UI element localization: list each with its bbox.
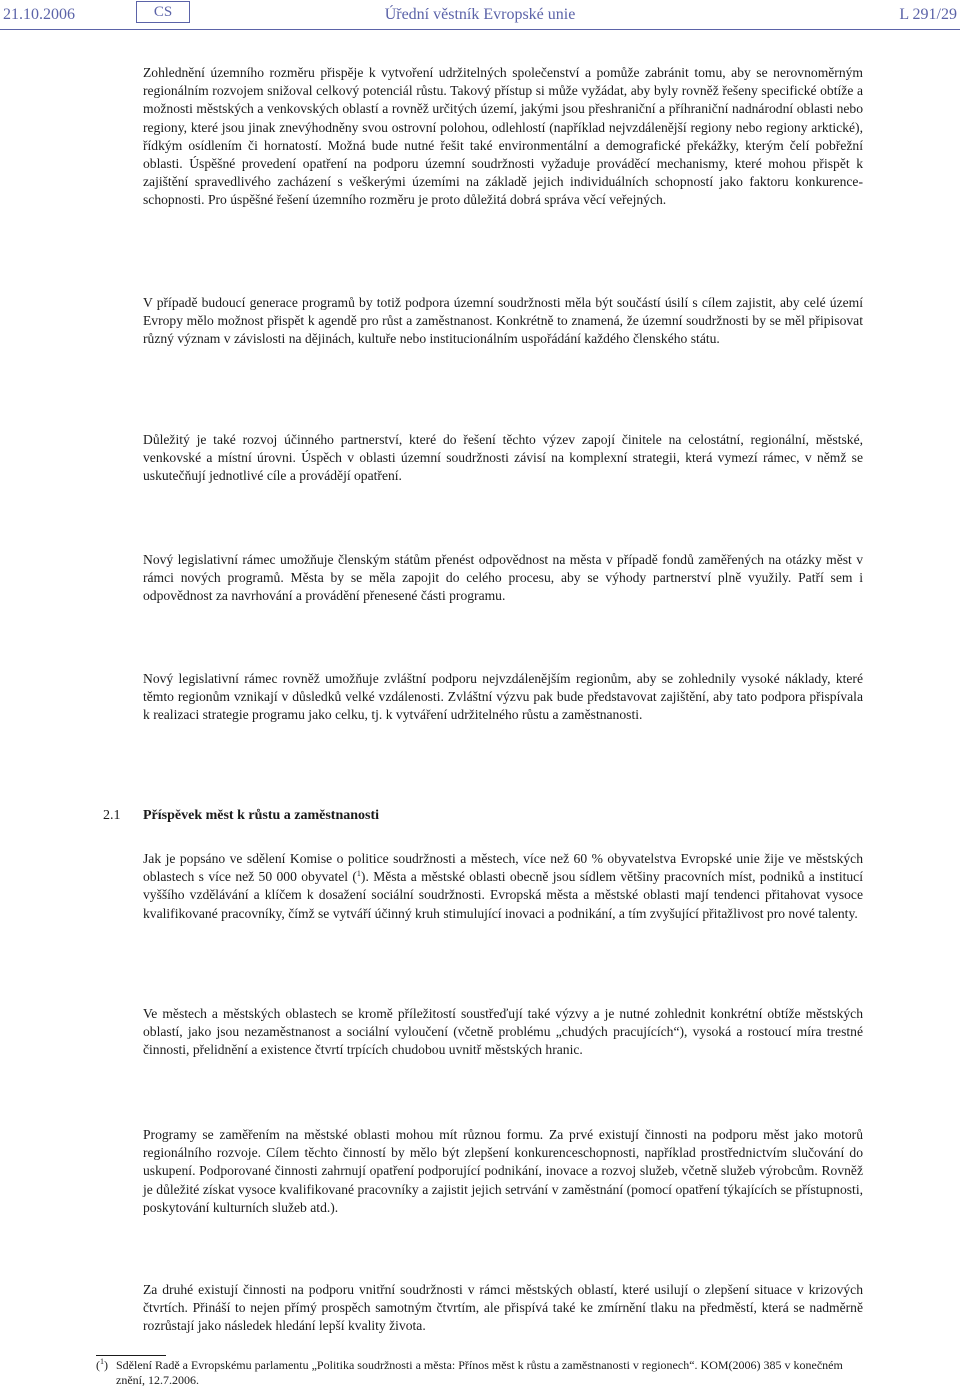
footnote-marker: ($^1$): [96, 1357, 108, 1372]
header-divider: [0, 29, 960, 30]
section-number: 2.1: [103, 808, 121, 823]
paragraph-text: Jak je popsáno ve sdělení Komise o politice soudržnosti a městech, více než 60 % obyvatelstva Evropské unie žije ve městských oblastech s více než 50 000 obyvatel (: [143, 851, 863, 885]
paragraph-internal-cohesion: Za druhé existují činnosti na podporu vnitřní soudržnosti v rámci městských oblastí, které usilují o zlepšení situace v krizových čtvrtích. Přináší to nejen přímý prospěch samotným čtvrtím, ale přispívá také ke zmírnění tlaku na předměstí, která se nadměrně rozrůstají jako následek hledání lepší kvality života.: [143, 1282, 863, 1334]
page-header: [0, 0, 960, 44]
footnote-divider: [96, 1355, 166, 1356]
footnote: [96, 1358, 863, 1388]
paragraph-text: ). Města a městské oblasti obecně jsou sídlem většiny pracovních míst, podniků a institucí vyššího vzdělávání a klíčem k dosažení sociální soudržnosti. Evropská města a městské oblasti mají tendenci přitahovat vysoce kvalifikované pracovníky, čímž se vytváří účinný kruh stimulující inovaci a podnikání, a tím zvyšující přitažlivost pro nové talenty.: [143, 869, 863, 921]
paragraph-partnership: Důležitý je také rozvoj účinného partnerství, které do řešení těchto výzev zapojí činitele na celostátní, regionální, městské, venkovské a místní úrovni. Úspěch v oblasti územní soudržnosti závisí na komplexní strategii, která vymezí rámec, v němž se uskutečňují jednotlivé cíle a provádějí opatření.: [143, 432, 863, 484]
footnote-text: Sdělení Radě a Evropskému parlamentu „Politika soudržnosti a města: Přínos měst k růstu a zaměstnanosti v regionech“. KOM(2006) 385 v konečném znění, 12.7.2006.: [116, 1358, 843, 1387]
journal-title: Úřední věstník Evropské unie: [384, 6, 576, 23]
paragraph-urban-population: [143, 850, 863, 923]
paragraph-future-programmes: V případě budoucí generace programů by totiž podpora územní soudržnosti měla být součástí úsilí s cílem zajistit, aby celé území Evropy mělo možnost přispět k agendě pro růst a zaměstnanost. Konkrétně to znamená, že územní soudržnosti by se měl připisovat různý význam v závislosti na dějinách, kultuře nebo institucionálním uspořádání každého členského státu.: [143, 295, 863, 347]
paragraph-urban-programmes: Programy se zaměřením na městské oblasti mohou mít různou formu. Za prvé existují činnosti na podporu měst jako motorů regionálního rozvoje. Cílem těchto činností by mělo být zlepšení konkurenceschopnosti, například prostřednictvím slučování do uskupení. Podporované činnosti zahrnují opatření podporující podnikání, inovace a rozvoj služeb, včetně služeb výrobcům. Rovněž je důležité získat vysoce kvalifikované pracovníky a zajistit jejich setrvání v zaměstnání (pomocí opatření týkajících se přístupnosti, poskytování kulturních služeb atd.).: [143, 1127, 863, 1215]
paragraph-territorial-dimension: Zohlednění územního rozměru přispěje k vytvoření udržitelných společenství a pomůže zabránit tomu, aby se nerovnoměrným regionálním rozvojem snižoval celkový potenciál růstu. Takový přístup si může vyžádat, aby byly rovněž řešeny specifické obtíže a možnosti městských a venkovských oblastí a rovněž určitých území, jakými jsou přeshraniční a příhraniční nadnárodní oblasti nebo regiony, které jsou jinak znevýhodněny svou ostrovní polohou, odlehlostí (například nejvzdálenější regiony nebo regiony arktické), řídkým osídlením či hornatostí. Možná bude nutné řešit také environmentální a demografické překážky, kterým čelí pobřežní oblasti. Úspěšné provedení opatření na podporu územní soudržnosti vyžaduje prováděcí mechanismy, které mohou přispět k zajištění spravedlivého zacházení s veškerými územími na základě jejich individuálních schopností jako faktoru konkurenceschopnosti. Pro úspěšné řešení územního rozměru je proto důležitá dobrá správa věcí veřejných.: [143, 65, 863, 208]
publication-date: 21.10.2006: [3, 6, 75, 23]
section-title: Příspěvek měst k růstu a zaměstnanosti: [143, 808, 380, 823]
page-reference: L 291/29: [899, 6, 957, 23]
footnote-reference[interactable]: 1: [356, 869, 361, 879]
paragraph-outermost-regions: Nový legislativní rámec rovněž umožňuje zvláštní podporu nejvzdálenějším regionům, aby se zohlednily vysoké náklady, které těmto regionům vznikají v důsledků velké vzdálenosti. Zvláštní výzvu pak bude představovat zajištění, aby tato podpora přispívala k realizaci strategie programu jako celku, tj. k vytváření udržitelného růstu a zaměstnanosti.: [143, 671, 863, 723]
language-badge: CS: [136, 1, 190, 23]
paragraph-legislative-framework-cities: Nový legislativní rámec umožňuje členským státům přenést odpovědnost na města v případě fondů zaměřených na otázky měst v rámci nových programů. Města by se měla zapojit do celého procesu, aby se výhody partnerství plně využily. Patří sem i odpovědnost za navrhování a provádění přenesené části programu.: [143, 552, 863, 604]
paragraph-urban-challenges: Ve městech a městských oblastech se kromě příležitostí soustřeďují také výzvy a je nutné zohlednit konkrétní obtíže městských oblastí, jako jsou nezaměstnanost a sociální vyloučení (včetně problému „chudých pracujících“), vysoká a rostoucí míra trestné činnosti, přelidnění a existence čtvrtí trpících chudobou uvnitř městských hranic.: [143, 1006, 863, 1058]
